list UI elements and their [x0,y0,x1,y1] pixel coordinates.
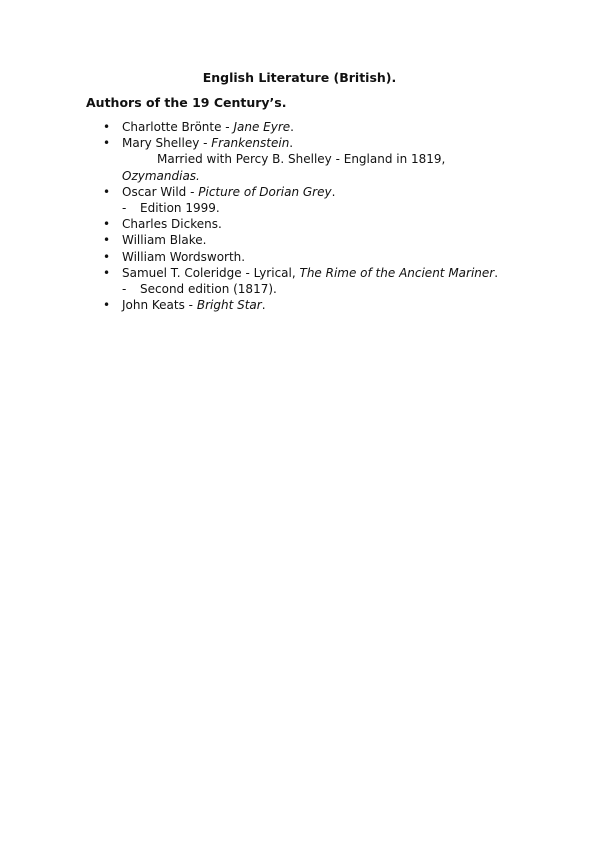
author-name: Samuel T. Coleridge - Lyrical, [122,265,300,280]
list-item-text [122,297,266,313]
sub-item-text: Edition 1999. [140,200,220,215]
dash-icon: - [122,200,127,215]
list-item [0,119,599,135]
document-title: English Literature (British). [202,70,397,85]
list-item-text [122,265,498,281]
work-title: Frankenstein [211,136,290,151]
work-title: Bright Star [196,298,262,313]
work-title: Picture of Dorian Grey [198,184,332,199]
list-item [0,297,599,313]
list-item [0,265,599,281]
bullet-icon: • [103,120,111,134]
section-heading: Authors of the 19 Century’s. [86,95,287,110]
bullet-icon: • [103,265,111,280]
list-item [0,184,599,200]
bullet-icon: • [103,249,111,264]
bullet-icon: • [103,233,111,248]
list-item [0,216,599,232]
list-item-text: William Wordsworth. [122,249,246,264]
sub-list-item [0,281,599,297]
item-suffix: . [261,298,266,313]
list-item-text [122,184,335,200]
work-title: The Rime of the Ancient Mariner [299,265,495,280]
list-item-text: William Blake. [122,233,207,248]
item-suffix: . [290,120,294,134]
list-item-note [0,151,599,167]
item-suffix: . [331,184,336,199]
note-line: Married with Percy B. Shelley - England in 1819, [157,152,446,167]
list-item-note [0,168,599,184]
author-name: Charlotte Brönte - [122,120,234,134]
list-item [0,232,599,248]
bullet-icon: • [103,298,111,313]
list-item [0,249,599,265]
sub-item-text: Second edition (1817). [140,281,277,296]
list-item-text: Charles Dickens. [122,217,222,232]
work-title: Jane Eyre [233,120,291,134]
authors-list [0,119,599,313]
item-suffix: . [494,265,499,280]
list-item [0,135,599,151]
author-name: Mary Shelley - [122,136,212,151]
item-suffix: . [289,136,294,151]
list-item-text [122,119,294,135]
dash-icon: - [122,281,127,296]
sub-list-item [0,200,599,216]
bullet-icon: • [103,184,111,199]
bullet-icon: • [103,136,111,151]
author-name: John Keats - [122,298,197,313]
author-name: Oscar Wild - [122,184,199,199]
note-line: Ozymandias. [122,168,200,183]
list-item-text [122,135,293,151]
bullet-icon: • [103,217,111,232]
